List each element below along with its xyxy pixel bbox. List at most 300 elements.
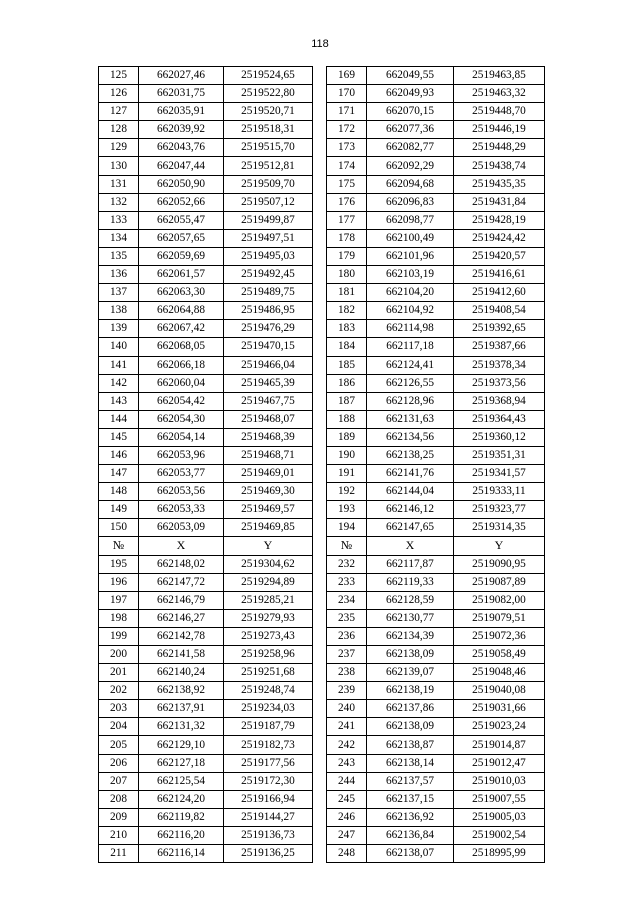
- column-gap: [313, 247, 327, 265]
- y-coordinate-cell: 2519499,87: [224, 211, 313, 229]
- y-coordinate-cell: 2519486,95: [224, 302, 313, 320]
- x-coordinate-cell: 662055,47: [139, 211, 224, 229]
- table-row: [99, 609, 545, 627]
- header-number: №: [99, 537, 139, 555]
- y-coordinate-cell: 2519520,71: [224, 103, 313, 121]
- point-number-cell: 179: [327, 247, 367, 265]
- column-gap: [313, 356, 327, 374]
- y-coordinate-cell: 2519522,80: [224, 85, 313, 103]
- point-number-cell: 195: [99, 555, 139, 573]
- x-coordinate-cell: 662147,72: [139, 573, 224, 591]
- y-coordinate-cell: 2519234,03: [224, 700, 313, 718]
- y-coordinate-cell: 2519351,31: [454, 446, 545, 464]
- y-coordinate-cell: 2519466,04: [224, 356, 313, 374]
- x-coordinate-cell: 662129,10: [139, 736, 224, 754]
- y-coordinate-cell: 2519507,12: [224, 193, 313, 211]
- point-number-cell: 139: [99, 320, 139, 338]
- x-coordinate-cell: 662128,59: [367, 591, 454, 609]
- x-coordinate-cell: 662137,57: [367, 772, 454, 790]
- column-gap: [313, 664, 327, 682]
- point-number-cell: 133: [99, 211, 139, 229]
- y-coordinate-cell: 2519412,60: [454, 284, 545, 302]
- column-gap: [313, 85, 327, 103]
- point-number-cell: 146: [99, 446, 139, 464]
- point-number-cell: 202: [99, 682, 139, 700]
- column-gap: [313, 736, 327, 754]
- x-coordinate-cell: 662126,55: [367, 374, 454, 392]
- x-coordinate-cell: 662049,55: [367, 67, 454, 85]
- y-coordinate-cell: 2519005,03: [454, 808, 545, 826]
- x-coordinate-cell: 662053,33: [139, 501, 224, 519]
- table-row: [99, 247, 545, 265]
- table-row: [99, 736, 545, 754]
- x-coordinate-cell: 662139,07: [367, 664, 454, 682]
- column-gap: [313, 754, 327, 772]
- x-coordinate-cell: 662068,05: [139, 338, 224, 356]
- point-number-cell: 138: [99, 302, 139, 320]
- y-coordinate-cell: 2519136,25: [224, 845, 313, 863]
- x-coordinate-cell: 662057,65: [139, 229, 224, 247]
- x-coordinate-cell: 662094,68: [367, 175, 454, 193]
- column-gap: [313, 591, 327, 609]
- point-number-cell: 241: [327, 718, 367, 736]
- column-gap: [313, 700, 327, 718]
- x-coordinate-cell: 662064,88: [139, 302, 224, 320]
- y-coordinate-cell: 2519467,75: [224, 392, 313, 410]
- table-row: [99, 139, 545, 157]
- point-number-cell: 206: [99, 754, 139, 772]
- table-row: [99, 465, 545, 483]
- column-gap: [313, 139, 327, 157]
- y-coordinate-cell: 2519048,46: [454, 664, 545, 682]
- point-number-cell: 186: [327, 374, 367, 392]
- y-coordinate-cell: 2519469,30: [224, 483, 313, 501]
- point-number-cell: 141: [99, 356, 139, 374]
- column-gap: [313, 211, 327, 229]
- table-row: [99, 573, 545, 591]
- x-coordinate-cell: 662039,92: [139, 121, 224, 139]
- column-gap: [313, 555, 327, 573]
- point-number-cell: 181: [327, 284, 367, 302]
- x-coordinate-cell: 662138,87: [367, 736, 454, 754]
- x-coordinate-cell: 662104,20: [367, 284, 454, 302]
- point-number-cell: 169: [327, 67, 367, 85]
- point-number-cell: 205: [99, 736, 139, 754]
- point-number-cell: 197: [99, 591, 139, 609]
- y-coordinate-cell: 2519040,08: [454, 682, 545, 700]
- x-coordinate-cell: 662147,65: [367, 519, 454, 537]
- y-coordinate-cell: 2519172,30: [224, 772, 313, 790]
- y-coordinate-cell: 2519428,19: [454, 211, 545, 229]
- x-coordinate-cell: 662070,15: [367, 103, 454, 121]
- column-gap: [313, 573, 327, 591]
- x-coordinate-cell: 662141,76: [367, 465, 454, 483]
- y-coordinate-cell: 2519090,95: [454, 555, 545, 573]
- point-number-cell: 134: [99, 229, 139, 247]
- table-row: [99, 410, 545, 428]
- point-number-cell: 203: [99, 700, 139, 718]
- x-coordinate-cell: 662130,77: [367, 609, 454, 627]
- point-number-cell: 234: [327, 591, 367, 609]
- x-coordinate-cell: 662054,42: [139, 392, 224, 410]
- point-number-cell: 245: [327, 790, 367, 808]
- column-gap: [313, 428, 327, 446]
- y-coordinate-cell: 2519314,35: [454, 519, 545, 537]
- x-coordinate-cell: 662134,39: [367, 627, 454, 645]
- x-coordinate-cell: 662101,96: [367, 247, 454, 265]
- column-gap: [313, 609, 327, 627]
- point-number-cell: 189: [327, 428, 367, 446]
- point-number-cell: 136: [99, 266, 139, 284]
- column-gap: [313, 826, 327, 844]
- x-coordinate-cell: 662096,83: [367, 193, 454, 211]
- point-number-cell: 142: [99, 374, 139, 392]
- y-coordinate-cell: 2519509,70: [224, 175, 313, 193]
- point-number-cell: 210: [99, 826, 139, 844]
- point-number-cell: 199: [99, 627, 139, 645]
- x-coordinate-cell: 662116,20: [139, 826, 224, 844]
- x-coordinate-cell: 662103,19: [367, 266, 454, 284]
- table-row: [99, 392, 545, 410]
- x-coordinate-cell: 662116,14: [139, 845, 224, 863]
- column-gap: [313, 410, 327, 428]
- x-coordinate-cell: 662060,04: [139, 374, 224, 392]
- point-number-cell: 248: [327, 845, 367, 863]
- x-coordinate-cell: 662053,96: [139, 446, 224, 464]
- y-coordinate-cell: 2519476,29: [224, 320, 313, 338]
- x-coordinate-cell: 662117,18: [367, 338, 454, 356]
- point-number-cell: 244: [327, 772, 367, 790]
- point-number-cell: 126: [99, 85, 139, 103]
- y-coordinate-cell: 2519136,73: [224, 826, 313, 844]
- y-coordinate-cell: 2519463,32: [454, 85, 545, 103]
- point-number-cell: 176: [327, 193, 367, 211]
- point-number-cell: 207: [99, 772, 139, 790]
- point-number-cell: 208: [99, 790, 139, 808]
- x-coordinate-cell: 662053,56: [139, 483, 224, 501]
- x-coordinate-cell: 662067,42: [139, 320, 224, 338]
- table-row: [99, 85, 545, 103]
- y-coordinate-cell: 2519258,96: [224, 646, 313, 664]
- x-coordinate-cell: 662131,32: [139, 718, 224, 736]
- point-number-cell: 192: [327, 483, 367, 501]
- point-number-cell: 148: [99, 483, 139, 501]
- x-coordinate-cell: 662082,77: [367, 139, 454, 157]
- x-coordinate-cell: 662124,41: [367, 356, 454, 374]
- x-coordinate-cell: 662148,02: [139, 555, 224, 573]
- point-number-cell: 178: [327, 229, 367, 247]
- table-row: [99, 718, 545, 736]
- y-coordinate-cell: 2518995,99: [454, 845, 545, 863]
- column-gap: [313, 392, 327, 410]
- column-gap: [313, 229, 327, 247]
- y-coordinate-cell: 2519408,54: [454, 302, 545, 320]
- point-number-cell: 145: [99, 428, 139, 446]
- column-gap: [313, 501, 327, 519]
- x-coordinate-cell: 662104,92: [367, 302, 454, 320]
- x-coordinate-cell: 662136,84: [367, 826, 454, 844]
- y-coordinate-cell: 2519285,21: [224, 591, 313, 609]
- point-number-cell: 140: [99, 338, 139, 356]
- y-coordinate-cell: 2519364,43: [454, 410, 545, 428]
- x-coordinate-cell: 662117,87: [367, 555, 454, 573]
- point-number-cell: 243: [327, 754, 367, 772]
- y-coordinate-cell: 2519079,51: [454, 609, 545, 627]
- x-coordinate-cell: 662146,27: [139, 609, 224, 627]
- point-number-cell: 233: [327, 573, 367, 591]
- table-row: [99, 826, 545, 844]
- table-row: [99, 193, 545, 211]
- point-number-cell: 188: [327, 410, 367, 428]
- x-coordinate-cell: 662063,30: [139, 284, 224, 302]
- x-coordinate-cell: 662027,46: [139, 67, 224, 85]
- y-coordinate-cell: 2519512,81: [224, 157, 313, 175]
- column-gap: [313, 302, 327, 320]
- y-coordinate-cell: 2519177,56: [224, 754, 313, 772]
- point-number-cell: 190: [327, 446, 367, 464]
- table-row: [99, 229, 545, 247]
- x-coordinate-cell: 662125,54: [139, 772, 224, 790]
- point-number-cell: 150: [99, 519, 139, 537]
- y-coordinate-cell: 2519031,66: [454, 700, 545, 718]
- y-coordinate-cell: 2519058,49: [454, 646, 545, 664]
- x-coordinate-cell: 662138,09: [367, 718, 454, 736]
- y-coordinate-cell: 2519378,34: [454, 356, 545, 374]
- point-number-cell: 135: [99, 247, 139, 265]
- table-row: [99, 754, 545, 772]
- x-coordinate-cell: 662128,96: [367, 392, 454, 410]
- y-coordinate-cell: 2519469,01: [224, 465, 313, 483]
- point-number-cell: 127: [99, 103, 139, 121]
- y-coordinate-cell: 2519420,57: [454, 247, 545, 265]
- point-number-cell: 237: [327, 646, 367, 664]
- point-number-cell: 194: [327, 519, 367, 537]
- x-coordinate-cell: 662144,04: [367, 483, 454, 501]
- x-coordinate-cell: 662138,92: [139, 682, 224, 700]
- point-number-cell: 143: [99, 392, 139, 410]
- column-gap: [313, 193, 327, 211]
- table-row: [99, 519, 545, 537]
- y-coordinate-cell: 2519438,74: [454, 157, 545, 175]
- y-coordinate-cell: 2519492,45: [224, 266, 313, 284]
- column-gap: [313, 772, 327, 790]
- header-y: Y: [454, 537, 545, 555]
- point-number-cell: 137: [99, 284, 139, 302]
- column-gap: [313, 338, 327, 356]
- point-number-cell: 172: [327, 121, 367, 139]
- x-coordinate-cell: 662138,07: [367, 845, 454, 863]
- column-gap: [313, 718, 327, 736]
- y-coordinate-cell: 2519323,77: [454, 501, 545, 519]
- y-coordinate-cell: 2519465,39: [224, 374, 313, 392]
- table-row: [99, 646, 545, 664]
- column-gap: [313, 446, 327, 464]
- point-number-cell: 196: [99, 573, 139, 591]
- y-coordinate-cell: 2519495,03: [224, 247, 313, 265]
- point-number-cell: 144: [99, 410, 139, 428]
- point-number-cell: 200: [99, 646, 139, 664]
- y-coordinate-cell: 2519524,65: [224, 67, 313, 85]
- point-number-cell: 174: [327, 157, 367, 175]
- point-number-cell: 132: [99, 193, 139, 211]
- column-gap: [313, 284, 327, 302]
- table-row: [99, 446, 545, 464]
- x-coordinate-cell: 662141,58: [139, 646, 224, 664]
- point-number-cell: 209: [99, 808, 139, 826]
- y-coordinate-cell: 2519002,54: [454, 826, 545, 844]
- y-coordinate-cell: 2519468,71: [224, 446, 313, 464]
- point-number-cell: 125: [99, 67, 139, 85]
- column-gap: [313, 157, 327, 175]
- column-gap: [313, 519, 327, 537]
- y-coordinate-cell: 2519304,62: [224, 555, 313, 573]
- point-number-cell: 246: [327, 808, 367, 826]
- y-coordinate-cell: 2519515,70: [224, 139, 313, 157]
- column-gap: [313, 646, 327, 664]
- y-coordinate-cell: 2519182,73: [224, 736, 313, 754]
- point-number-cell: 184: [327, 338, 367, 356]
- column-gap: [313, 483, 327, 501]
- y-coordinate-cell: 2519072,36: [454, 627, 545, 645]
- y-coordinate-cell: 2519294,89: [224, 573, 313, 591]
- y-coordinate-cell: 2519166,94: [224, 790, 313, 808]
- header-number: №: [327, 537, 367, 555]
- x-coordinate-cell: 662052,66: [139, 193, 224, 211]
- x-coordinate-cell: 662146,79: [139, 591, 224, 609]
- x-coordinate-cell: 662131,63: [367, 410, 454, 428]
- x-coordinate-cell: 662054,14: [139, 428, 224, 446]
- point-number-cell: 238: [327, 664, 367, 682]
- point-number-cell: 128: [99, 121, 139, 139]
- y-coordinate-cell: 2519497,51: [224, 229, 313, 247]
- column-gap: [313, 121, 327, 139]
- x-coordinate-cell: 662053,77: [139, 465, 224, 483]
- y-coordinate-cell: 2519341,57: [454, 465, 545, 483]
- y-coordinate-cell: 2519014,87: [454, 736, 545, 754]
- x-coordinate-cell: 662137,91: [139, 700, 224, 718]
- y-coordinate-cell: 2519468,39: [224, 428, 313, 446]
- point-number-cell: 182: [327, 302, 367, 320]
- x-coordinate-cell: 662035,91: [139, 103, 224, 121]
- table-row: [99, 772, 545, 790]
- x-coordinate-cell: 662047,44: [139, 157, 224, 175]
- table-row: [99, 428, 545, 446]
- point-number-cell: 171: [327, 103, 367, 121]
- y-coordinate-cell: 2519469,85: [224, 519, 313, 537]
- y-coordinate-cell: 2519248,74: [224, 682, 313, 700]
- x-coordinate-cell: 662142,78: [139, 627, 224, 645]
- column-gap: [313, 320, 327, 338]
- y-coordinate-cell: 2519446,19: [454, 121, 545, 139]
- column-gap: [313, 808, 327, 826]
- column-gap: [313, 374, 327, 392]
- x-coordinate-cell: 662127,18: [139, 754, 224, 772]
- table-row: [99, 103, 545, 121]
- point-number-cell: 198: [99, 609, 139, 627]
- column-gap: [313, 790, 327, 808]
- table-row: [99, 157, 545, 175]
- x-coordinate-cell: 662092,29: [367, 157, 454, 175]
- x-coordinate-cell: 662138,25: [367, 446, 454, 464]
- point-number-cell: 149: [99, 501, 139, 519]
- y-coordinate-cell: 2519187,79: [224, 718, 313, 736]
- coordinates-table-body: [99, 67, 545, 863]
- y-coordinate-cell: 2519448,70: [454, 103, 545, 121]
- y-coordinate-cell: 2519082,00: [454, 591, 545, 609]
- point-number-cell: 239: [327, 682, 367, 700]
- x-coordinate-cell: 662043,76: [139, 139, 224, 157]
- x-coordinate-cell: 662098,77: [367, 211, 454, 229]
- y-coordinate-cell: 2519007,55: [454, 790, 545, 808]
- point-number-cell: 191: [327, 465, 367, 483]
- x-coordinate-cell: 662138,09: [367, 646, 454, 664]
- table-row: [99, 374, 545, 392]
- column-gap: [313, 537, 327, 555]
- x-coordinate-cell: 662137,86: [367, 700, 454, 718]
- y-coordinate-cell: 2519279,93: [224, 609, 313, 627]
- y-coordinate-cell: 2519251,68: [224, 664, 313, 682]
- point-number-cell: 130: [99, 157, 139, 175]
- point-number-cell: 129: [99, 139, 139, 157]
- x-coordinate-cell: 662100,49: [367, 229, 454, 247]
- table-row: [99, 284, 545, 302]
- header-y: Y: [224, 537, 313, 555]
- point-number-cell: 131: [99, 175, 139, 193]
- coordinates-table: [98, 66, 545, 863]
- y-coordinate-cell: 2519333,11: [454, 483, 545, 501]
- y-coordinate-cell: 2519087,89: [454, 573, 545, 591]
- y-coordinate-cell: 2519435,35: [454, 175, 545, 193]
- table-row: [99, 790, 545, 808]
- x-coordinate-cell: 662137,15: [367, 790, 454, 808]
- point-number-cell: 232: [327, 555, 367, 573]
- table-row: [99, 67, 545, 85]
- point-number-cell: 170: [327, 85, 367, 103]
- point-number-cell: 177: [327, 211, 367, 229]
- point-number-cell: 236: [327, 627, 367, 645]
- x-coordinate-cell: 662138,14: [367, 754, 454, 772]
- y-coordinate-cell: 2519373,56: [454, 374, 545, 392]
- table-row: [99, 845, 545, 863]
- point-number-cell: 147: [99, 465, 139, 483]
- y-coordinate-cell: 2519463,85: [454, 67, 545, 85]
- point-number-cell: 242: [327, 736, 367, 754]
- table-header-row: [99, 537, 545, 555]
- y-coordinate-cell: 2519448,29: [454, 139, 545, 157]
- column-gap: [313, 175, 327, 193]
- y-coordinate-cell: 2519360,12: [454, 428, 545, 446]
- y-coordinate-cell: 2519468,07: [224, 410, 313, 428]
- table-row: [99, 483, 545, 501]
- x-coordinate-cell: 662031,75: [139, 85, 224, 103]
- column-gap: [313, 845, 327, 863]
- x-coordinate-cell: 662077,36: [367, 121, 454, 139]
- point-number-cell: 240: [327, 700, 367, 718]
- y-coordinate-cell: 2519023,24: [454, 718, 545, 736]
- table-row: [99, 627, 545, 645]
- point-number-cell: 180: [327, 266, 367, 284]
- table-row: [99, 266, 545, 284]
- y-coordinate-cell: 2519424,42: [454, 229, 545, 247]
- x-coordinate-cell: 662050,90: [139, 175, 224, 193]
- y-coordinate-cell: 2519387,66: [454, 338, 545, 356]
- point-number-cell: 173: [327, 139, 367, 157]
- column-gap: [313, 266, 327, 284]
- x-coordinate-cell: 662053,09: [139, 519, 224, 537]
- column-gap: [313, 103, 327, 121]
- point-number-cell: 185: [327, 356, 367, 374]
- table-row: [99, 591, 545, 609]
